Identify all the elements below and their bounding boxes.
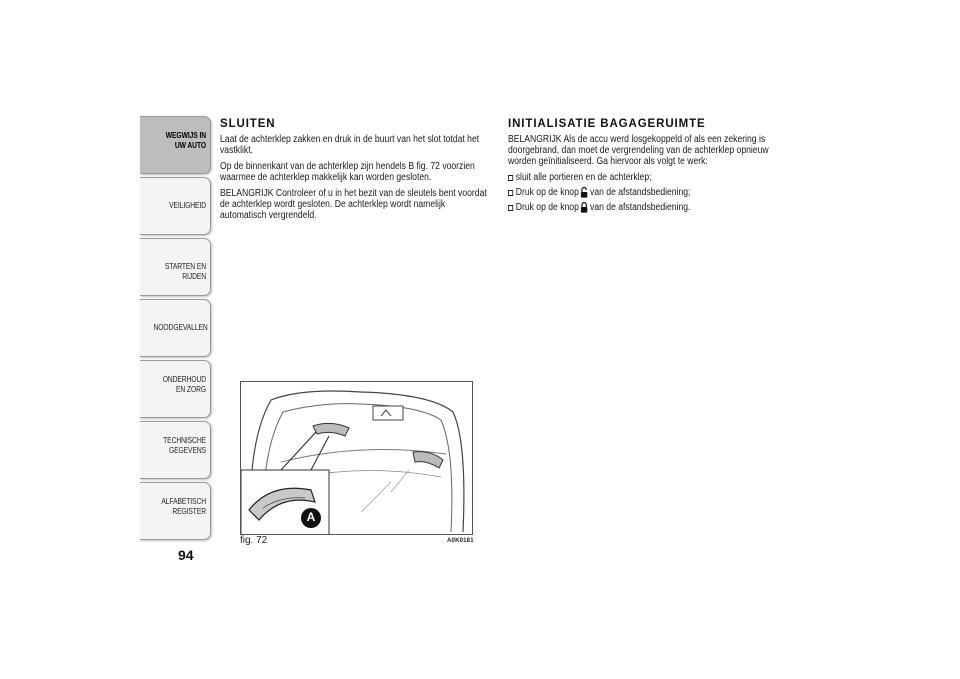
paragraph: Op de binnenkant van de achterklep zijn hendels B fig. 72 voorzien waarmee de achterklep makkelijk kan worden gesloten. bbox=[220, 161, 475, 183]
tab-veiligheid[interactable] bbox=[140, 177, 211, 235]
tab-label: VEILIGHEID bbox=[169, 201, 206, 210]
tab-starten[interactable] bbox=[140, 238, 211, 296]
figure-tailgate-handles bbox=[240, 381, 473, 535]
left-column bbox=[220, 118, 490, 226]
checkbox-bullet-icon bbox=[508, 205, 513, 211]
section-heading-initialisatie: INITIALISATIE BAGAGERUIMTE bbox=[508, 118, 706, 130]
tab-wegwijs[interactable] bbox=[140, 116, 211, 174]
section-tabs bbox=[140, 116, 211, 543]
figure-code: A0K0181 bbox=[447, 538, 474, 544]
figure-caption: fig. 72 bbox=[240, 535, 268, 546]
lock-closed-icon bbox=[581, 202, 589, 213]
tab-label: WEGWIJS IN UW AUTO bbox=[165, 131, 206, 150]
tab-label: STARTEN EN RIJDEN bbox=[164, 262, 206, 281]
right-column bbox=[508, 118, 793, 217]
tab-label: TECHNISCHE GEGEVENS bbox=[163, 436, 206, 455]
tab-register[interactable] bbox=[140, 482, 211, 540]
page-number: 94 bbox=[178, 547, 194, 563]
checkbox-bullet-icon bbox=[508, 190, 513, 196]
list-item bbox=[508, 187, 792, 198]
list-item bbox=[508, 172, 792, 183]
paragraph: Laat de achterklep zakken en druk in de buurt van het slot totdat het vastklikt. bbox=[220, 134, 480, 156]
list-item-text: sluit alle portieren en de achterklep; bbox=[515, 172, 652, 183]
tab-noodgevallen[interactable] bbox=[140, 299, 211, 357]
list-item-text: van de afstandsbediening; bbox=[590, 187, 691, 198]
callout-label-a: A bbox=[306, 510, 316, 524]
tab-technische[interactable] bbox=[140, 421, 211, 479]
paragraph: BELANGRIJK Controleer of u in het bezit van de sleutels bent voordat de achterklep wordt gesloten. De achterklep wordt namelijk automatisch vergrendeld. bbox=[220, 188, 487, 221]
tab-label: NOODGEVALLEN bbox=[153, 323, 208, 332]
tab-label: ONDERHOUD EN ZORG bbox=[162, 375, 206, 394]
paragraph: BELANGRIJK Als de accu werd losgekoppeld of als een zekering is doorgebrand, dan moet de vergrendeling van de achterklep opnieuw worden geïnitialiseerd. Ga hiervoor als volgt te werk: bbox=[508, 134, 769, 167]
list-item-text: Druk op de knop bbox=[515, 202, 579, 213]
tab-onderhoud[interactable] bbox=[140, 360, 211, 418]
tab-label: ALFABETISCH REGISTER bbox=[161, 497, 206, 516]
list-item-text: van de afstandsbediening. bbox=[590, 202, 691, 213]
checkbox-bullet-icon bbox=[508, 175, 513, 181]
section-heading-sluiten: SLUITEN bbox=[220, 118, 276, 130]
lock-open-icon bbox=[581, 187, 589, 198]
tailgate-illustration bbox=[241, 382, 473, 535]
list-item bbox=[508, 202, 792, 213]
list-item-text: Druk op de knop bbox=[515, 187, 579, 198]
